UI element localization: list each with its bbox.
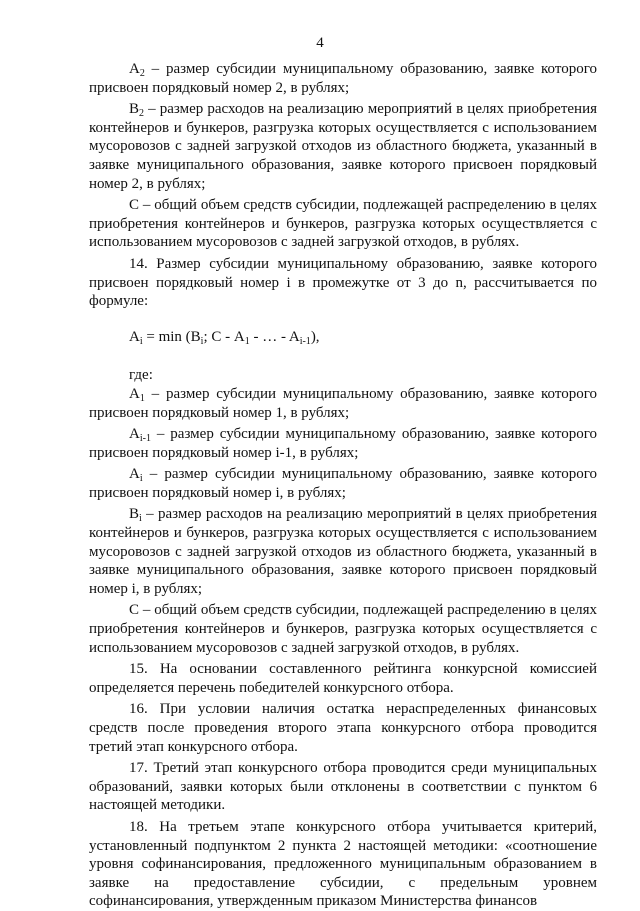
formula-part: ), [310,328,320,345]
paragraph-18: 18. На третьем этапе конкурсного отбора учитывается критерий, установленный подпунктом 2 пункта 2 настоящей методики: «соотношение уровня софинансирования, предложенного муниципальным образованием в заявке на предоставление субсидии, с предельным уровнем софинансирования, утвержденным приказом Министерства финансов [89,818,597,910]
subscript: i [139,473,143,485]
formula-subscript: 1 [244,335,250,347]
page-body [89,60,597,911]
where-label: где: [129,367,153,384]
subscript: i-1 [139,433,151,445]
symbol: A [129,61,140,77]
subscript: 1 [139,392,145,404]
definition-text: – размер расходов на реализацию мероприятий в целях приобретения контейнеров и бункеров, разгрузка которых осуществляется с использованием мусоровозов с задней загрузкой отходов из областного бюджета, указанный в заявке муниципального образования, заявке которого присвоен порядковый номер 2, в рублях; [89,101,597,192]
formula-subscript: i [139,335,143,347]
paragraph-16: 16. При условии наличия остатка нераспределенных финансовых средств после проведения второго этапа конкурсного отбора проводится третий этап конкурсного отбора. [89,701,597,755]
definition-text: – размер расходов на реализацию мероприятий в целях приобретения контейнеров и бункеров, разгрузка которых осуществляется с использованием мусоровозов с задней загрузкой отходов из областного бюджета, указанный в заявке муниципального образования, заявке которого присвоен порядковый номер i, в рублях; [89,506,597,597]
definition-a1 [89,385,597,422]
formula-part: = min (B [142,328,201,345]
definition-a2 [89,60,597,97]
formula-part: ; С - A [203,328,245,345]
formula-subscript: i [200,335,204,347]
symbol: B [129,506,140,523]
subscript: i [139,513,142,525]
formula-part: - … - A [249,328,300,345]
formula-subscript: i-1 [299,335,311,347]
formula-ai [89,328,597,347]
paragraph-14: 14. Размер субсидии муниципальному образованию, заявке которого присвоен порядковый номер i в промежутке от 3 до n, рассчитывается по формуле: [89,255,597,310]
definition-bi [89,505,597,598]
definition-text: – размер субсидии муниципальному образованию, заявке которого присвоен порядковый номер 2, в рублях; [89,61,597,96]
paragraph-17: 17. Третий этап конкурсного отбора проводится среди муниципальных образований, заявки которых были отклонены в соответствии с пунктом 6 настоящей методики. [89,760,597,814]
symbol: A [129,426,140,443]
definition-text: – размер субсидии муниципальному образованию, заявке которого присвоен порядковый номер 1, в рублях; [89,385,597,421]
definition-text: – размер субсидии муниципальному образованию, заявке которого присвоен порядковый номер i, в рублях; [89,466,597,501]
symbol: B [129,101,140,118]
definition-text: – размер субсидии муниципальному образованию, заявке которого присвоен порядковый номер i-1, в рублях; [89,426,597,461]
subscript: 2 [139,68,145,79]
symbol: A [129,466,140,483]
definition-ai [89,465,597,502]
definition-c: С – общий объем средств субсидии, подлежащей распределению в целях приобретения контейнеров и бункеров, разгрузка которых осуществляется с использованием мусоровозов с задней загрузкой отходов, в рублях. [89,197,597,251]
symbol: A [129,385,140,402]
subscript: 2 [139,108,145,120]
definition-b2 [89,100,597,193]
formula-symbol: A [129,328,140,345]
page-number: 4 [316,35,324,51]
definition-c-2: С – общий объем средств субсидии, подлежащей распределению в целях приобретения контейнеров и бункеров, разгрузка которых осуществляется с использованием мусоровозов с задней загрузкой отходов, в рублях. [89,602,597,656]
definition-ai-minus-1 [89,425,597,462]
paragraph-15: 15. На основании составленного рейтинга конкурсной комиссией определяется перечень победителей конкурсного отбора. [89,661,597,696]
